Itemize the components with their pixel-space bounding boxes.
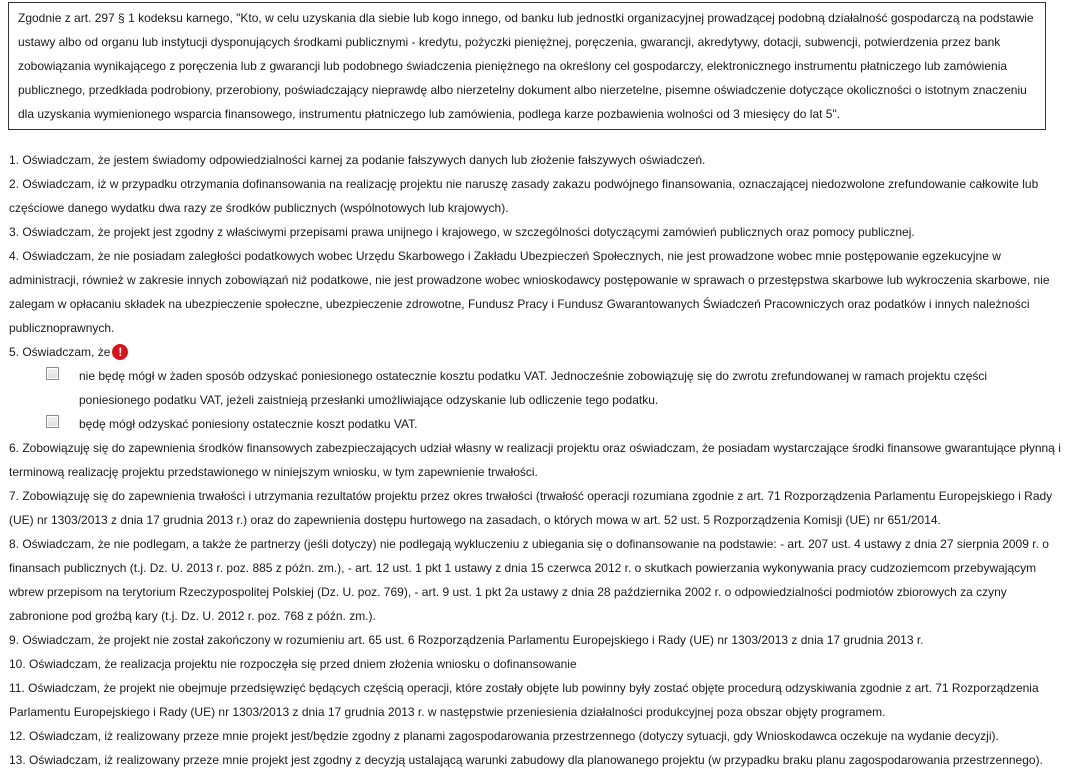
declaration-1: 1. Oświadczam, że jestem świadomy odpowiedzialności karnej za podanie fałszywych danych lub złożenie fałszywych oświadczeń. [9,153,706,167]
declarations-list [9,148,1065,772]
vat-option-cannot-recover [9,364,1065,412]
vat-option-cannot-recover-label: nie będę mógł w żaden sposób odzyskać poniesionego ostatecznie kosztu podatku VAT. Jednocześnie zobowiązuję się do zwrotu zrefundowanej w ramach projektu części poniesionego podatku VAT, jeżeli zaistnieją przesłanki umożliwiające odzyskanie lub odliczenie tego podatku. [79,369,988,407]
declaration-2: 2. Oświadczam, iż w przypadku otrzymania dofinansowania na realizację projektu nie naruszę zasady zakazu podwójnego finansowania, oznaczającej niedozwolone zrefundowanie całkowite lub częściowe danego wydatku dwa razy ze środków publicznych (wspólnotowych lub krajowych). [9,177,1039,215]
declaration-9: 9. Oświadczam, że projekt nie został zakończony w rozumieniu art. 65 ust. 6 Rozporządzenia Parlamentu Europejskiego i Rady (UE) nr 1303/2013 z dnia 17 grudnia 2013 r. [9,633,924,647]
declaration-6: 6. Zobowiązuję się do zapewnienia środków finansowych zabezpieczających udział własny w realizacji projektu oraz oświadczam, że posiadam wystarczające środki finansowe gwarantujące płynną i terminową realizację projektu przedstawionego w niniejszym wniosku, w tym zapewnienie trwałości. [9,441,1061,479]
vat-option-can-recover-label: będę mógł odzyskać poniesiony ostatecznie koszt podatku VAT. [79,417,418,431]
vat-option-can-recover [9,412,1065,436]
declaration-3: 3. Oświadczam, że projekt jest zgodny z właściwymi przepisami prawa unijnego i krajowego, w szczególności dotyczącymi zamówień publicznych oraz pomocy publicznej. [9,225,915,239]
vat-option-cannot-recover-checkbox[interactable] [46,367,59,380]
declaration-7: 7. Zobowiązuję się do zapewnienia trwałości i utrzymania rezultatów projektu przez okres trwałości (trwałość operacji rozumiana zgodnie z art. 71 Rozporządzenia Parlamentu Europejskiego i Rady (UE) nr 1303/2013 z dnia 17 grudnia 2013 r.) oraz do zapewnienia dostępu hurtowego na zasadach, o których mowa w art. 52 ust. 5 Rozporządzenia Komisji (UE) nr 651/2014. [9,489,1053,527]
vat-option-can-recover-checkbox[interactable] [46,415,59,428]
declaration-11: 11. Oświadczam, że projekt nie obejmuje przedsięwzięć będących częścią operacji, które zostały objęte lub powinny były zostać objęte procedurą odzyskiwania zgodnie z art. 71 Rozporządzenia Parlamentu Europejskiego i Rady (UE) nr 1303/2013 z dnia 17 grudnia 2013 r. w następstwie przeniesienia działalności produkcyjnej poza obszar objęty programem. [9,681,1039,719]
declaration-13: 13. Oświadczam, iż realizowany przeze mnie projekt jest zgodny z decyzją ustalającą warunki zabudowy dla planowanego projektu (w przypadku braku planu zagospodarowania przestrzennego). [9,753,1043,767]
declaration-10: 10. Oświadczam, że realizacja projektu nie rozpoczęła się przed dniem złożenia wniosku o dofinansowanie [9,657,577,671]
error-exclamation-icon: ! [112,344,128,360]
penal-code-quote-box [8,2,1046,130]
declaration-12: 12. Oświadczam, iż realizowany przeze mnie projekt jest/będzie zgodny z planami zagospodarowania przestrzennego (dotyczy sytuacji, gdy Wnioskodawca oczekuje na wydanie decyzji). [9,729,999,743]
declaration-8: 8. Oświadczam, że nie podlegam, a także że partnerzy (jeśli dotyczy) nie podlegają wykluczeniu z ubiegania się o dofinansowanie na podstawie: - art. 207 ust. 4 ustawy z dnia 27 sierpnia 2009 r. o finansach publicznych (t.j. Dz. U. 2013 r. poz. 885 z późn. zm.), - art. 12 ust. 1 pkt 1 ustawy z dnia 15 czerwca 2012 r. o skutkach powierzania wykonywania pracy cudzoziemcom przebywającym wbrew przepisom na terytorium Rzeczypospolitej Polskiej (Dz. U. poz. 769), - art. 9 ust. 1 pkt 2a ustawy z dnia 28 października 2002 r. o odpowiedzialności podmiotów zbiorowych za czyny zabronione pod groźbą kary (t.j. Dz. U. 2012 r. poz. 768 z późn. zm.). [9,537,1049,623]
penal-code-quote-text: Zgodnie z art. 297 § 1 kodeksu karnego, "Kto, w celu uzyskania dla siebie lub kogo innego, od banku lub jednostki organizacyjnej prowadzącej podobną działalność gospodarczą na podstawie ustawy albo od organu lub instytucji dysponujących środkami publicznymi - kredytu, pożyczki pieniężnej, poręczenia, gwarancji, akredytywy, dotacji, subwencji, potwierdzenia przez bank zobowiązania wynikającego z poręczenia lub z gwarancji lub podobnego świadczenia pieniężnego na określony cel gospodarczy, elektronicznego instrumentu płatniczego lub zamówienia publicznego, przedkłada podrobiony, przerobiony, poświadczający nieprawdę albo nierzetelny dokument albo nierzetelne, pisemne oświadczenie dotyczące okoliczności o istotnym znaczeniu dla uzyskania wymienionego wsparcia finansowego, instrumentu płatniczego lub zamówienia, podlega karze pozbawienia wolności od 3 miesięcy do lat 5". [18,11,1034,121]
declaration-5-label: 5. Oświadczam, że [9,345,111,359]
declaration-4: 4. Oświadczam, że nie posiadam zaległości podatkowych wobec Urzędu Skarbowego i Zakładu Ubezpieczeń Społecznych, nie jest prowadzone wobec mnie postępowanie egzekucyjne w administracji, również w zakresie innych zobowiązań niż podatkowe, nie jest prowadzone wobec wnioskodawcy postępowanie w sprawach o przestępstwa skarbowe lub wykroczenia skarbowe, nie zalegam w opłacaniu składek na ubezpieczenie społeczne, ubezpieczenie zdrowotne, Fundusz Pracy i Fundusz Gwarantowanych Świadczeń Pracowniczych oraz podatków i innych należności publicznoprawnych. [9,249,1050,335]
declaration-5 [9,340,1065,364]
